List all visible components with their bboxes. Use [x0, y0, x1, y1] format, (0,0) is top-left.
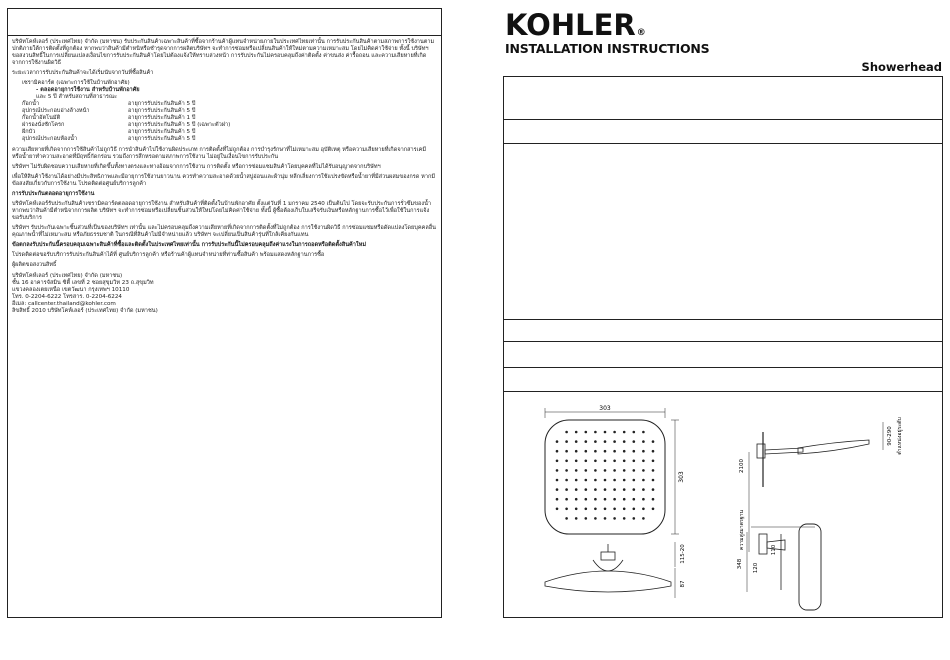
nozzle-dot	[633, 469, 636, 472]
warranty-item-period: อายุการรับประกันสินค้า 5 ปี	[128, 129, 196, 135]
dimension-label: 115-20	[680, 544, 686, 564]
warranty-paragraph: บริษัทโคห์เลอร์ (ประเทศไทย) จำกัด (มหาชน) รับประกันสินค้าเฉพาะสินค้าที่ซื้อจากร้านค้าผู้แทนจำหน่ายภายในประเทศไทยเท่านั้น การรับประกันสินค้าตามสภาพการใช้งานตามปกติภายใต้การติดตั้งที่ถูกต้อง หากพบว่าสินค้ามีตำหนิหรือชำรุดจากการผลิตบริษัทฯ จะทำการซ่อมหรือเปลี่ยนสินค้าให้ใหม่ตามความเหมาะสม โดยไม่คิดค่าใช้จ่าย ทั้งนี้ บริษัทฯ ขอสงวนสิทธิ์ในการเปลี่ยนแปลงเงื่อนไขการรับประกันสินค้าโดยไม่ต้องแจ้งให้ทราบล่วงหน้า การรับประกันไม่ครอบคลุมถึงค่าติดตั้ง ค่าขนส่ง ค่ารื้อถอน และความเสียหายที่เกิดจากการใช้งานผิดวิธี	[12, 39, 435, 66]
nozzle-dot	[652, 440, 655, 443]
dimension-label: 90-290	[887, 426, 893, 446]
nozzle-dot	[623, 450, 626, 453]
showerhead-face	[545, 420, 665, 534]
warranty-paragraph: เพื่อให้สินค้าใช้งานได้อย่างมีประสิทธิภาพและมีอายุการใช้งานยาวนาน ควรทำความสะอาดด้วยน้ำสบู่อ่อนและผ้านุ่ม หลีกเลี่ยงการใช้แปรงขัดหรือน้ำยาที่มีส่วนผสมของกรด หากมีข้อสงสัยเกี่ยวกับการใช้งาน โปรดติดต่อศูนย์บริการลูกค้า	[12, 174, 436, 187]
warranty-item-name: เซรามิคอาร์ต (เฉพาะการใช้ในบ้านพักอาศัย)	[22, 80, 130, 86]
nozzle-dot	[604, 498, 607, 501]
list-item	[36, 94, 436, 101]
nozzle-dot	[613, 460, 616, 463]
nozzle-dot	[633, 517, 636, 520]
nozzle-dot	[613, 498, 616, 501]
list-item	[22, 115, 436, 122]
warranty-paragraph: บริษัทฯ ไม่รับผิดชอบความเสียหายที่เกิดขึ้นทั้งทางตรงและทางอ้อมจากการใช้งาน การติดตั้ง หรือการซ่อมแซมสินค้าโดยบุคคลที่ไม่ได้รับอนุญาตจากบริษัทฯ	[12, 164, 381, 170]
contact-line: อีเมล: callcenter.thailand@kohler.com	[12, 301, 116, 307]
wall-flange	[757, 444, 765, 458]
nozzle-dot	[585, 460, 588, 463]
nozzle-dot	[623, 488, 626, 491]
nozzle-dot	[623, 479, 626, 482]
bottom-view-diagram	[545, 542, 686, 598]
contact-line: โทร. 0-2204-6222 โทรสาร. 0-2204-6224	[12, 294, 122, 300]
nozzle-dot	[585, 488, 588, 491]
nozzle-dot	[633, 498, 636, 501]
nozzle-dot	[613, 469, 616, 472]
dimension-label: 110	[771, 544, 777, 556]
nozzle-dot	[565, 450, 568, 453]
nozzle-dot	[633, 431, 636, 434]
dimension-label: 87	[680, 580, 686, 588]
nozzle-dot	[613, 508, 616, 511]
dimension-caption: ตำแหน่งอยู่ระดับ	[897, 417, 903, 455]
list-item	[22, 108, 436, 115]
warranty-list	[12, 80, 436, 143]
warranty-paragraph: ผู้ผลิตขอสงวนสิทธิ์	[12, 262, 57, 268]
contact-block	[12, 273, 436, 315]
brand-name: KOHLER	[505, 8, 636, 42]
warranty-item-name: ก๊อกน้ำ	[22, 101, 40, 107]
warranty-panel	[7, 8, 442, 618]
nozzle-dot	[613, 440, 616, 443]
nozzle-dot	[575, 498, 578, 501]
nozzle-dot	[594, 498, 597, 501]
warranty-item-name: อุปกรณ์ประกอบอ่างล้างหน้า	[22, 108, 90, 114]
nozzle-dot	[585, 450, 588, 453]
nozzle-grid	[556, 431, 655, 520]
divider	[504, 341, 942, 342]
warranty-item-name: - ตลอดอายุการใช้งาน สำหรับบ้านพักอาศัย	[36, 87, 140, 93]
nozzle-dot	[604, 508, 607, 511]
divider	[504, 143, 942, 144]
kohler-logo	[505, 8, 646, 42]
nozzle-dot	[594, 508, 597, 511]
nozzle-dot	[633, 450, 636, 453]
nozzle-dot	[585, 517, 588, 520]
warranty-paragraph: ข้อตกลงรับประกันนี้ครอบคลุมเฉพาะสินค้าที่ซื้อและติดตั้งในประเทศไทยเท่านั้น การรับประกันนี้ไม่ครอบคลุมถึงค่าแรงในการถอดหรือติดตั้งสินค้าใหม่	[12, 242, 367, 248]
nozzle-dot	[642, 508, 645, 511]
list-item	[22, 80, 436, 87]
warranty-item-name: ฝักบัว	[22, 129, 36, 135]
nozzle-dot	[652, 479, 655, 482]
nozzle-dot	[642, 517, 645, 520]
nozzle-dot	[565, 498, 568, 501]
nozzle-dot	[652, 460, 655, 463]
warranty-item-name: อุปกรณ์ประกอบห้องน้ำ	[22, 136, 78, 142]
nozzle-dot	[642, 479, 645, 482]
nozzle-dot	[594, 431, 597, 434]
nozzle-dot	[575, 450, 578, 453]
contact-line: บริษัทโคห์เลอร์ (ประเทศไทย) จำกัด (มหาชน)	[12, 273, 123, 279]
warranty-text	[12, 39, 436, 315]
rear-view-diagram	[737, 524, 821, 610]
nozzle-dot	[575, 488, 578, 491]
nozzle-dot	[594, 460, 597, 463]
warranty-item-name: และ 5 ปี สำหรับสถานที่สาธารณะ	[36, 94, 118, 100]
nozzle-dot	[652, 450, 655, 453]
nozzle-dot	[594, 488, 597, 491]
nozzle-dot	[575, 431, 578, 434]
nozzle-dot	[633, 508, 636, 511]
nozzle-dot	[585, 431, 588, 434]
nozzle-dot	[594, 450, 597, 453]
nozzle-dot	[565, 469, 568, 472]
list-item	[22, 136, 436, 143]
nozzle-dot	[594, 440, 597, 443]
nozzle-dot	[633, 460, 636, 463]
contact-line: แขวงคลองเตยเหนือ เขตวัฒนา กรุงเทพฯ 10110	[12, 287, 130, 293]
nozzle-dot	[652, 488, 655, 491]
nozzle-dot	[575, 460, 578, 463]
section-title: การรับประกันตลอดอายุการใช้งาน	[12, 191, 95, 197]
product-name: Showerhead	[861, 60, 942, 74]
nozzle-dot	[585, 479, 588, 482]
warranty-paragraph: ระยะเวลาการรับประกันสินค้าจะได้เริ่มนับจากวันที่ซื้อสินค้า	[12, 70, 154, 76]
nozzle-dot	[604, 479, 607, 482]
nozzle-dot	[604, 460, 607, 463]
nozzle-dot	[594, 469, 597, 472]
nozzle-dot	[642, 440, 645, 443]
dimension-label: 2100	[739, 459, 745, 473]
showerhead-side	[798, 440, 869, 454]
dimension-label: 120	[753, 562, 759, 574]
nozzle-dot	[613, 450, 616, 453]
contact-line: ลิขสิทธิ์ 2010 บริษัทโคห์เลอร์ (ประเทศไทย) จำกัด (มหาชน)	[12, 308, 158, 314]
warranty-header-bar	[8, 9, 441, 36]
nozzle-dot	[642, 460, 645, 463]
nozzle-dot	[556, 488, 559, 491]
list-item	[22, 101, 436, 108]
nozzle-dot	[556, 450, 559, 453]
list-item	[36, 87, 436, 94]
nozzle-dot	[613, 479, 616, 482]
nozzle-dot	[585, 508, 588, 511]
warranty-paragraph: บริษัทโคห์เลอร์รับประกันสินค้าเซรามิคอาร์ตตลอดอายุการใช้งาน สำหรับสินค้าที่ติดตั้งในบ้านพักอาศัย ตั้งแต่วันที่ 1 มกราคม 2540 เป็นต้นไป โดยจะรับประกันการรั่วซึมของน้ำ หากพบว่าสินค้ามีตำหนิจากการผลิต บริษัทฯ จะทำการซ่อมหรือเปลี่ยนชิ้นส่วนให้ใหม่โดยไม่คิดค่าใช้จ่าย ทั้งนี้ ผู้ซื้อต้องเก็บใบเสร็จรับเงินหรือหลักฐานการซื้อไว้เพื่อใช้ในการแจ้งขอรับบริการ	[12, 201, 432, 221]
nozzle-dot	[556, 469, 559, 472]
dimension-diagrams	[503, 392, 943, 618]
divider	[504, 367, 942, 368]
shower-arm	[765, 448, 803, 454]
nozzle-dot	[623, 440, 626, 443]
nozzle-dot	[633, 440, 636, 443]
dimension-label: 303	[678, 471, 685, 483]
nozzle-dot	[575, 517, 578, 520]
nozzle-dot	[565, 431, 568, 434]
nozzle-dot	[623, 498, 626, 501]
warranty-item-name: ฝารองนั่งชักโครก	[22, 122, 65, 128]
document-title: INSTALLATION INSTRUCTIONS	[505, 41, 710, 56]
nozzle-dot	[565, 517, 568, 520]
nozzle-dot	[642, 469, 645, 472]
divider	[504, 319, 942, 320]
nozzle-dot	[633, 488, 636, 491]
warranty-paragraph: บริษัทฯ รับประกันเฉพาะชิ้นส่วนที่เป็นของบริษัทฯ เท่านั้น และไม่ครอบคลุมถึงความเสียหายที่เกิดจากการติดตั้งที่ไม่ถูกต้อง การใช้งานผิดวิธี การซ่อมแซมหรือดัดแปลงโดยบุคคลอื่น คุณภาพน้ำที่ไม่เหมาะสม หรือภัยธรรมชาติ ในกรณีที่สินค้าไม่มีจำหน่ายแล้ว บริษัทฯ จะเปลี่ยนเป็นสินค้ารุ่นที่ใกล้เคียงกันแทน	[12, 225, 436, 238]
nozzle-dot	[604, 517, 607, 520]
nozzle-dot	[652, 498, 655, 501]
nozzle-dot	[604, 450, 607, 453]
nozzle-dot	[565, 488, 568, 491]
nozzle-dot	[623, 469, 626, 472]
nozzle-dot	[575, 508, 578, 511]
dimension-label: 348	[737, 558, 743, 570]
contact-line: ชั้น 16 อาคารจัสมิน ซิตี้ เลขที่ 2 ซอยสุขุมวิท 23 ถ.สุขุมวิท	[12, 280, 154, 286]
nozzle-dot	[585, 440, 588, 443]
list-item	[22, 129, 436, 136]
nozzle-dot	[623, 460, 626, 463]
nozzle-dot	[565, 479, 568, 482]
nozzle-dot	[642, 498, 645, 501]
nozzle-dot	[556, 498, 559, 501]
nozzle-dot	[585, 469, 588, 472]
dimension-label: 303	[599, 405, 611, 412]
warranty-item-name: ก๊อกน้ำอัตโนมัติ	[22, 115, 61, 121]
nozzle-dot	[556, 479, 559, 482]
nozzle-dot	[623, 431, 626, 434]
nozzle-dot	[565, 508, 568, 511]
nozzle-dot	[594, 479, 597, 482]
warranty-item-period: อายุการรับประกันสินค้า 5 ปี	[128, 108, 196, 114]
nozzle-dot	[575, 469, 578, 472]
nozzle-dot	[585, 498, 588, 501]
nozzle-dot	[556, 440, 559, 443]
nozzle-dot	[623, 508, 626, 511]
nozzle-dot	[623, 517, 626, 520]
nozzle-dot	[642, 450, 645, 453]
warranty-paragraph: โปรดติดต่อขอรับบริการรับประกันสินค้าได้ที่ ศูนย์บริการลูกค้า หรือร้านค้าผู้แทนจำหน่ายที่ท่านซื้อสินค้า พร้อมแสดงหลักฐานการซื้อ	[12, 252, 325, 258]
nozzle-dot	[604, 469, 607, 472]
nozzle-dot	[556, 460, 559, 463]
nozzle-dot	[565, 460, 568, 463]
warranty-item-period: อายุการรับประกันสินค้า 5 ปี (เฉพาะตัวฝา)	[128, 122, 231, 128]
warranty-item-period: อายุการรับประกันสินค้า 5 ปี	[128, 101, 196, 107]
ball-joint	[593, 560, 623, 571]
connector-nut	[601, 552, 615, 560]
nozzle-dot	[613, 488, 616, 491]
list-item	[22, 122, 436, 129]
showerhead-rear	[799, 524, 821, 610]
nozzle-dot	[575, 440, 578, 443]
registered-mark: ®	[636, 28, 646, 38]
nozzle-dot	[613, 517, 616, 520]
nozzle-dot	[642, 431, 645, 434]
nozzle-dot	[604, 431, 607, 434]
nozzle-dot	[565, 440, 568, 443]
nozzle-dot	[652, 469, 655, 472]
nozzle-dot	[594, 517, 597, 520]
wall-mount	[759, 534, 767, 554]
nozzle-dot	[613, 431, 616, 434]
showerhead-profile	[545, 571, 671, 592]
nozzle-dot	[642, 488, 645, 491]
nozzle-dot	[633, 479, 636, 482]
nozzle-dot	[604, 440, 607, 443]
warranty-paragraph: ความเสียหายที่เกิดจากการใช้สินค้าไม่ถูกวิธี การนำสินค้าไปใช้งานผิดประเภท การติดตั้งที่ไม่ถูกต้อง การบำรุงรักษาที่ไม่เหมาะสม อุบัติเหตุ หรือความเสียหายที่เกิดจากสารเคมีหรือน้ำยาทำความสะอาดที่มีฤทธิ์กัดกร่อน รวมถึงการสึกหรอตามสภาพการใช้งาน ไม่อยู่ในเงื่อนไขการรับประกัน	[12, 147, 427, 160]
nozzle-dot	[556, 508, 559, 511]
warranty-item-period: อายุการรับประกันสินค้า 1 ปี	[128, 115, 196, 121]
nozzle-dot	[604, 488, 607, 491]
warranty-item-period: อายุการรับประกันสินค้า 5 ปี	[128, 136, 196, 142]
nozzle-dot	[575, 479, 578, 482]
nozzle-dot	[652, 508, 655, 511]
front-view-diagram	[545, 405, 685, 534]
divider	[504, 119, 942, 120]
dimension-caption: ความสูงมาตรฐาน	[739, 509, 745, 551]
